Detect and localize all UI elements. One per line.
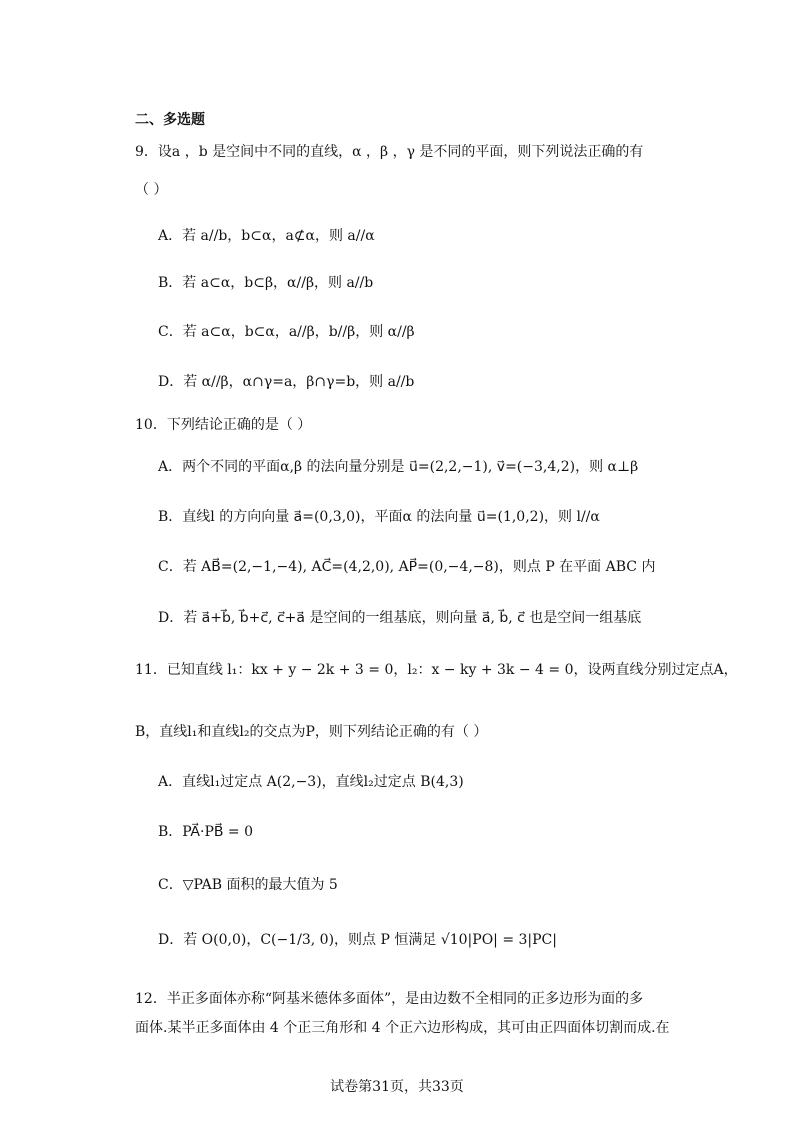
question-9-option-a: A．若 a//b，b⊂α，a⊄α，则 a//α [158, 228, 375, 244]
question-12-stem-line-2: 面体.某半正多面体由 4 个正三角形和 4 个正六边形构成，其可由正四面体切割而成.在 [135, 1020, 670, 1036]
question-11-option-c: C．▽PAB 面积的最大值为 5 [158, 877, 338, 893]
question-10-stem-line-1: 10．下列结论正确的是（ ） [135, 417, 312, 433]
question-10-option-d: D．若 a⃗+b⃗, b⃗+c⃗, c⃗+a⃗ 是空间的一组基底，则向量 a⃗, b⃗, c⃗ 也是空间一组基底 [158, 610, 642, 626]
question-9-option-b: B．若 a⊂α，b⊂β，α//β，则 a//b [158, 275, 374, 291]
question-10-option-a: A．两个不同的平面α,β 的法向量分别是 u⃗=(2,2,−1), v⃗=(−3,4,2)，则 α⊥β [158, 459, 639, 475]
question-9-option-c: C．若 a⊂α，b⊂α，a//β，b//β，则 α//β [158, 324, 415, 340]
question-12-stem-line-1: 12．半正多面体亦称“阿基米德体多面体”，是由边数不全相同的正多边形为面的多 [135, 991, 644, 1007]
question-9-stem-line-2: （ ） [135, 182, 168, 198]
question-10-option-b: B．直线l 的方向向量 a⃗=(0,3,0)，平面α 的法向量 u⃗=(1,0,2)，则 l//α [158, 509, 600, 525]
question-9-stem-line-1: 9．设a ，b 是空间中不同的直线，α ，β ，γ 是不同的平面，则下列说法正确的有 [135, 144, 644, 160]
section-title: 二、多选题 [135, 112, 205, 128]
question-11-stem-line-1: 11．已知直线 l₁：kx + y − 2k + 3 = 0，l₂：x − ky + 3k − 4 = 0，设两直线分别过定点A， [135, 662, 738, 678]
question-11-option-d: D．若 O(0,0)，C(−1/3, 0)，则点 P 恒满足 √10|PO| = 3|PC| [158, 932, 557, 948]
question-11-option-a: A．直线l₁过定点 A(2,−3)，直线l₂过定点 B(4,3) [158, 774, 464, 790]
question-10-option-c: C．若 AB⃗=(2,−1,−4), AC⃗=(4,2,0), AP⃗=(0,−4,−8)，则点 P 在平面 ABC 内 [158, 559, 656, 575]
question-9-option-d: D．若 α//β，α∩γ=a，β∩γ=b，则 a//b [158, 374, 415, 390]
question-11-stem-line-2: B，直线l₁和直线l₂的交点为P，则下列结论正确的有（ ） [135, 724, 488, 740]
page-footer: 试卷第31页，共33页 [330, 1079, 464, 1095]
question-11-option-b: B．PA⃗·PB⃗ = 0 [158, 824, 254, 840]
